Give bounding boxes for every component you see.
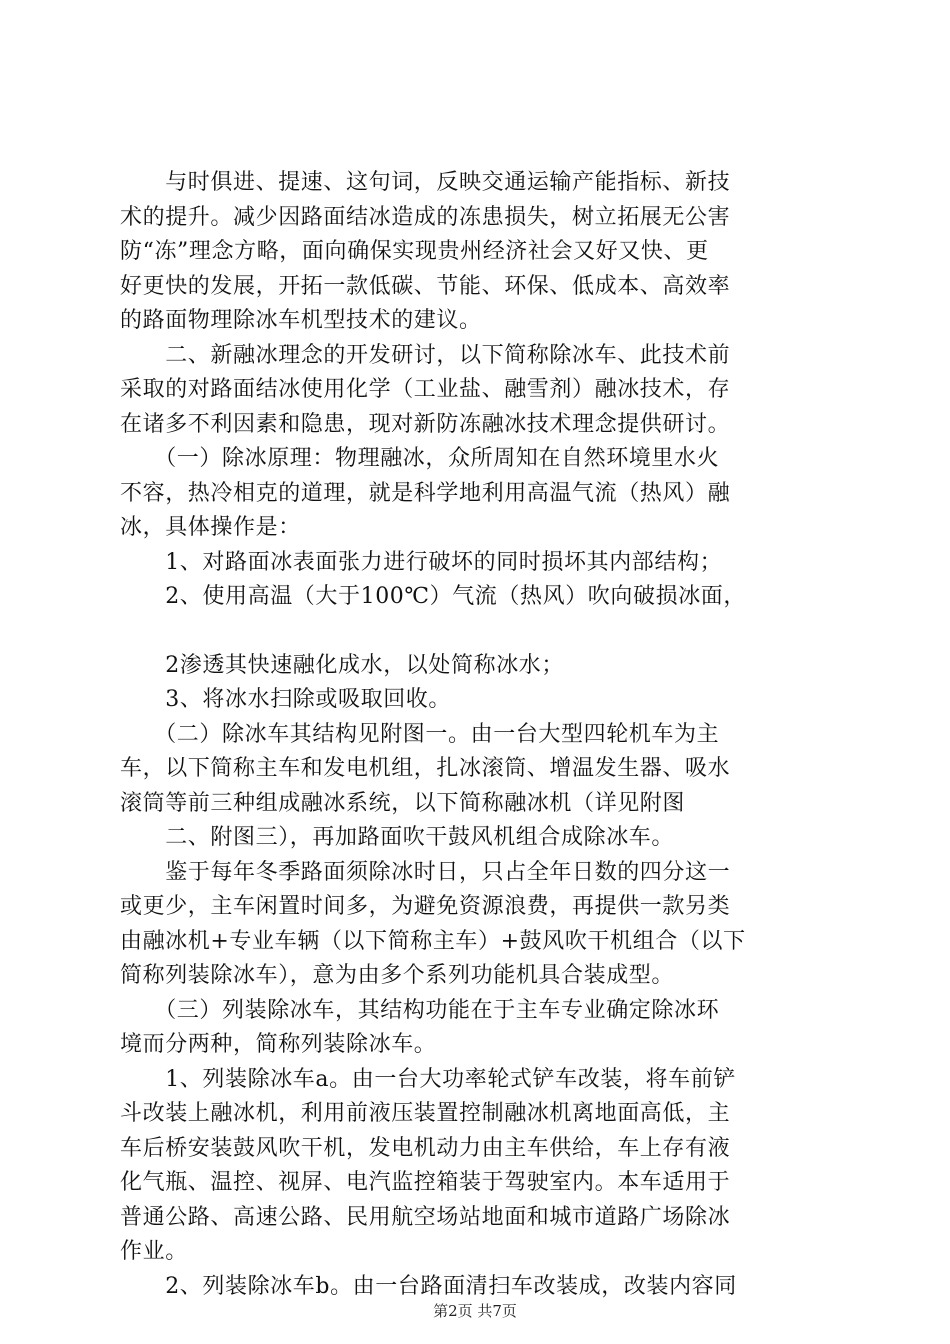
paragraph-gap [120,615,838,649]
text-line: 与时俱进、提速、这句词，反映交通运输产能指标、新技 [120,170,731,195]
text-line: 鉴于每年冬季路面须除冰时日，只占全年日数的四分这一 [120,859,731,885]
text-line: 由融冰机+专业车辆（以下简称主车）+鼓风吹干机组合（以下 [120,928,746,954]
text-line: 2渗透其快速融化成水，以处简称冰水； [120,652,564,678]
text-line: 作业。 [120,1239,188,1264]
text-line: 的路面物理除冰车机型技术的建议。 [120,308,482,333]
text-line: 在诸多不利因素和隐患，现对新防冻融冰技术理念提供研讨。 [120,411,731,437]
text-line: 好更快的发展，开拓一款低碳、节能、环保、低成本、高效率 [120,273,731,299]
text-line: 术的提升。减少因路面结冰造成的冻患损失，树立拓展无公害 [120,204,731,230]
text-line: 1、对路面冰表面张力进行破坏的同时损坏其内部结构； [120,549,723,575]
text-line: 化气瓶、温控、视屏、电汽监控箱装于驾驶室内。本车适用于 [120,1170,731,1195]
text-line: 3、将冰水扫除或吸取回收。 [120,687,451,712]
text-line: 1、列装除冰车a。由一台大功率轮式铲车改装，将车前铲 [120,1066,736,1092]
text-line: 斗改装上融冰机，利用前液压装置控制融冰机离地面高低，主 [120,1101,731,1126]
text-line: 不容，热冷相克的道理，就是科学地利用高温气流（热风）融 [120,480,731,506]
body-text [120,166,838,1304]
text-line: （一）除冰原理：物理融冰，众所周知在自然环境里水火 [120,446,720,471]
text-line: 车，以下简称主车和发电机组，扎冰滚筒、增温发生器、吸水 [120,756,731,781]
text-line: 简称列装除冰车），意为由多个系列功能机具合装成型。 [120,963,675,988]
text-line: 冰，具体操作是： [120,515,301,540]
text-line: 2、列装除冰车b。由一台路面清扫车改装成，改装内容同 [120,1273,737,1299]
text-line: 二、附图三），再加路面吹干鼓风机组合成除冰车。 [120,825,675,850]
text-line: （二）除冰车其结构见附图一。由一台大型四轮机车为主 [120,721,720,747]
text-line: 普通公路、高速公路、民用航空场站地面和城市道路广场除冰 [120,1204,731,1230]
text-line: 车后桥安装鼓风吹干机，发电机动力由主车供给，车上存有液 [120,1135,731,1161]
text-line: （三）列装除冰车，其结构功能在于主车专业确定除冰环 [120,997,720,1023]
text-line: 境而分两种，简称列装除冰车。 [120,1032,437,1057]
text-line: 采取的对路面结冰使用化学（工业盐、融雪剂）融冰技术，存 [120,377,731,402]
text-line: 防“冻”理念方略，面向确保实现贵州经济社会又好又快、更 [120,239,709,264]
text-line: 二、新融冰理念的开发研讨，以下简称除冰车、此技术前 [120,342,731,368]
text-line: 或更少，主车闲置时间多，为避免资源浪费，再提供一款另类 [120,894,731,919]
page-footer: 第2页 共7页 [433,1302,517,1320]
text-line: 2、使用高温（大于100℃）气流（热风）吹向破损冰面， [120,584,747,609]
text-line: 滚筒等前三种组成融冰系统，以下简称融冰机（详见附图 [120,790,686,816]
